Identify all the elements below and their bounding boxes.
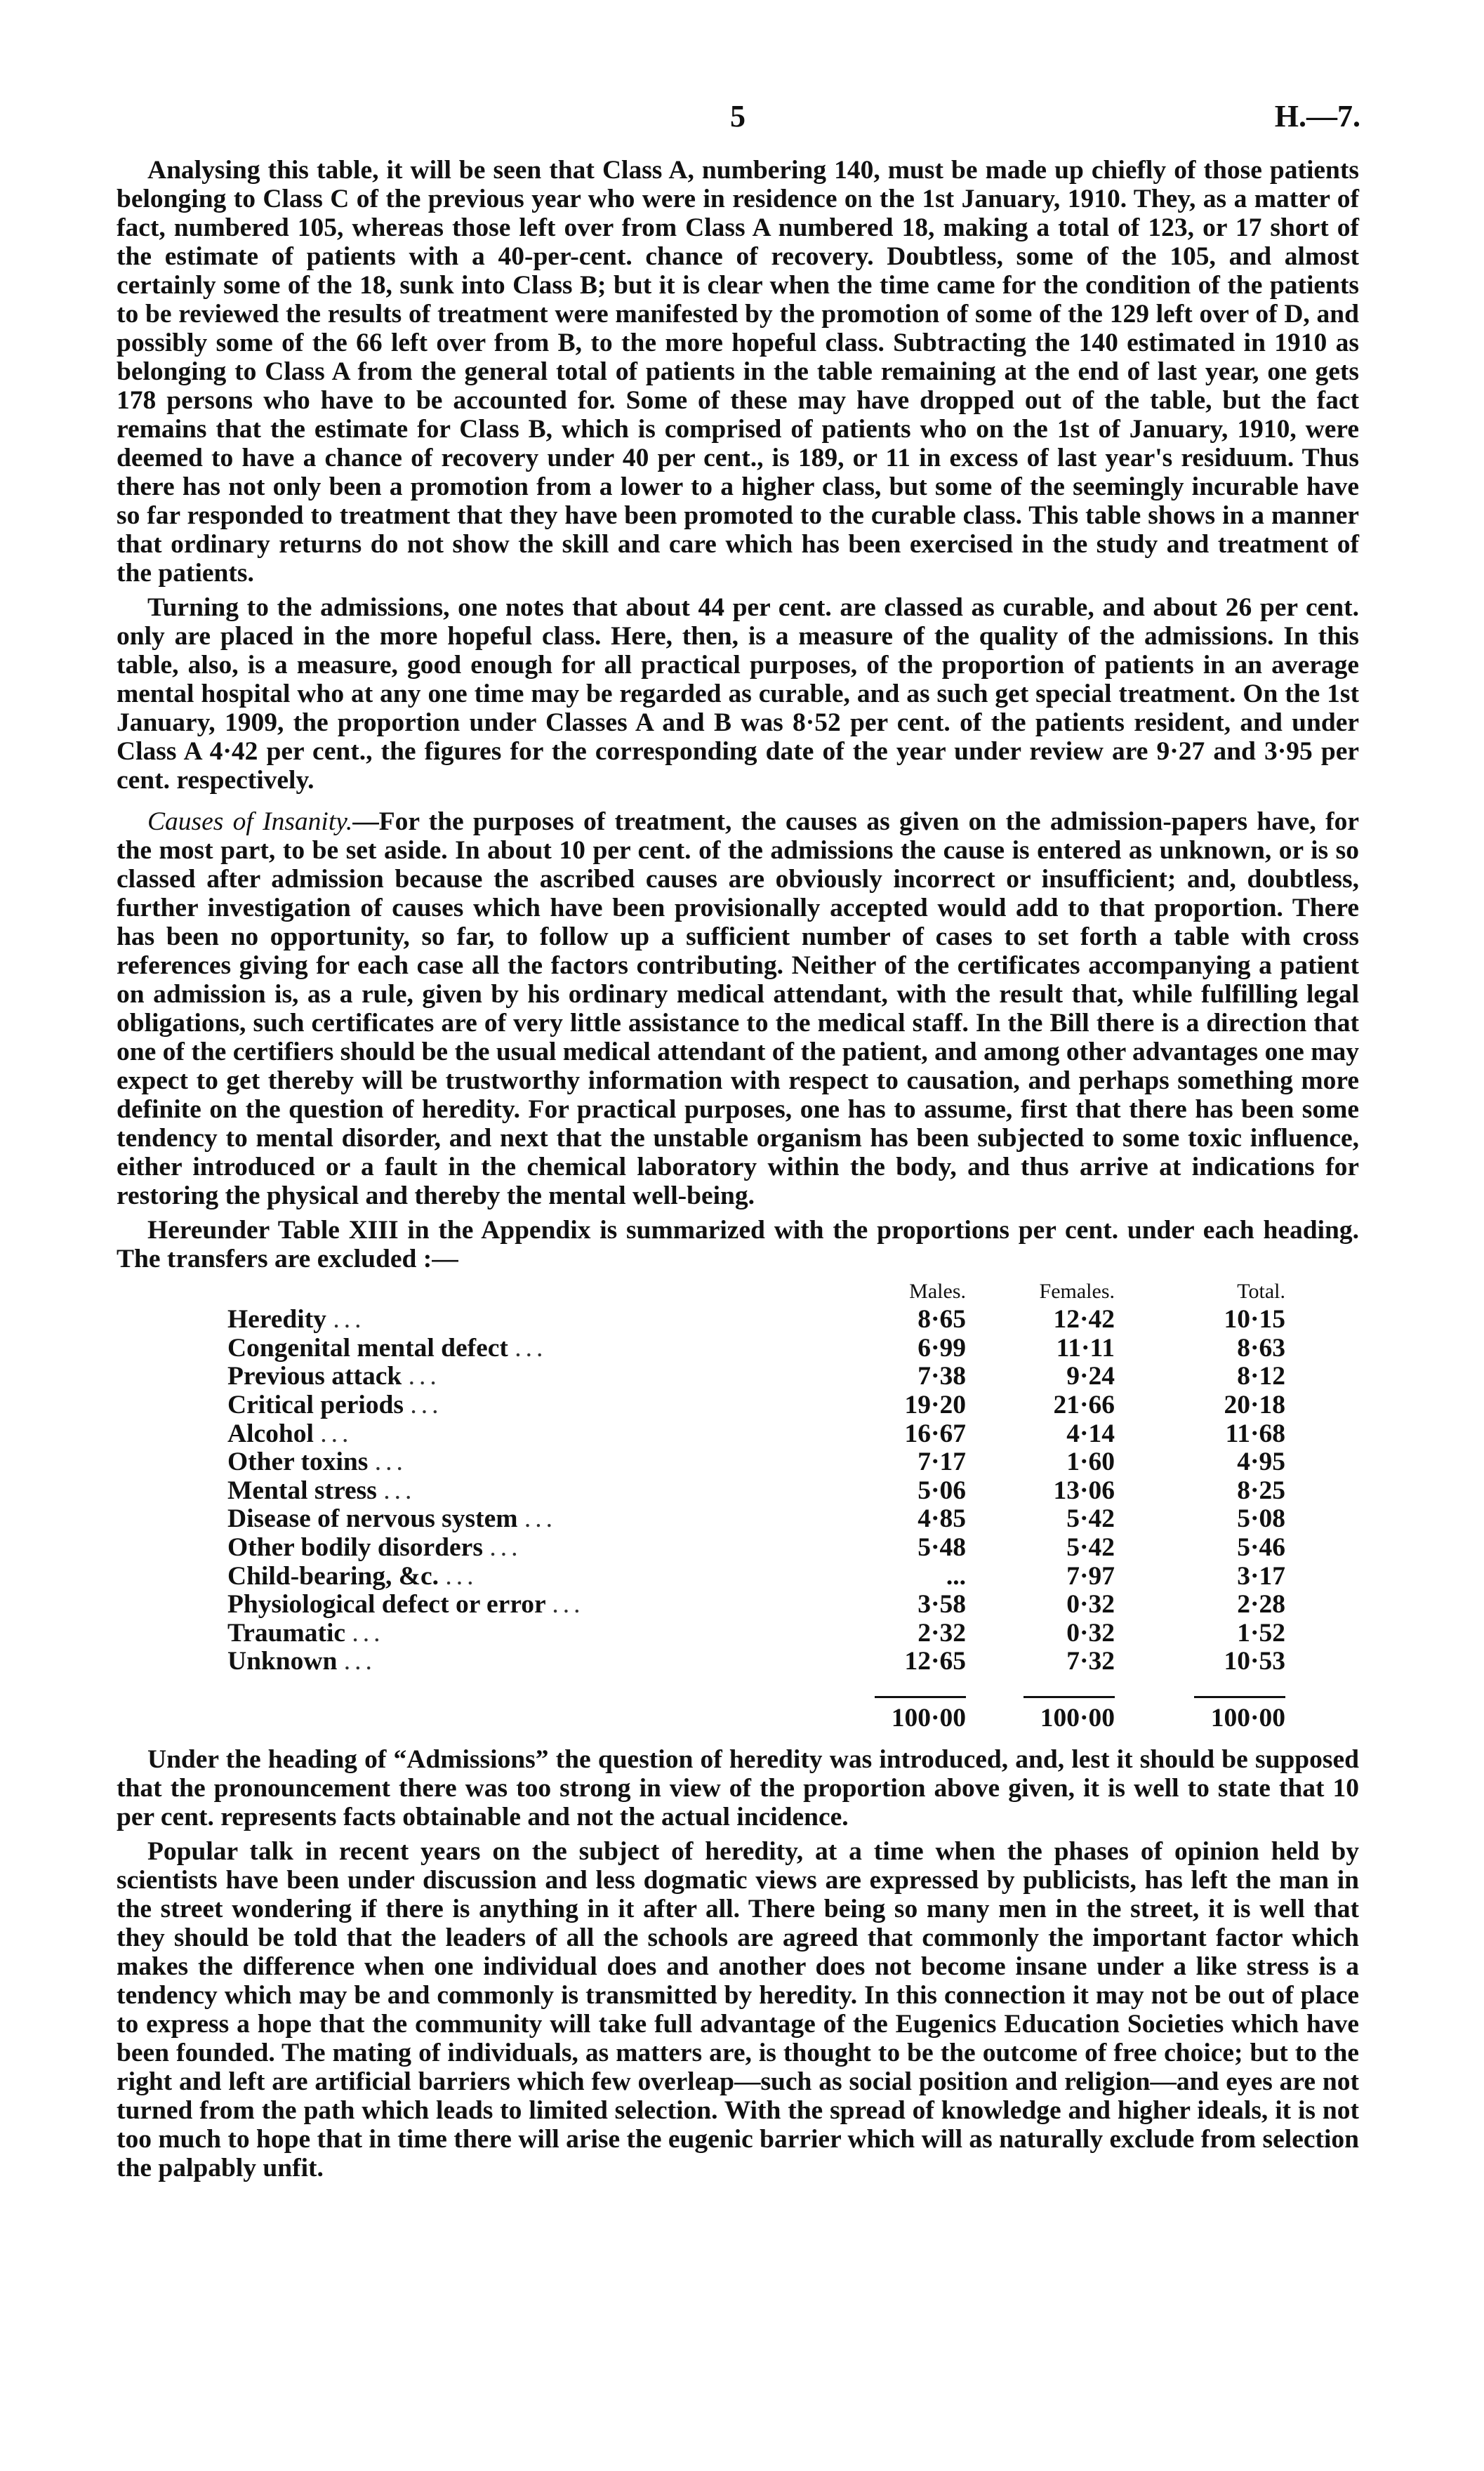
- leader-dots: ...: [489, 1533, 522, 1563]
- leader-dots: ...: [410, 1391, 443, 1420]
- leader-dots: ...: [320, 1419, 353, 1448]
- total-rule-row: [227, 1676, 1285, 1704]
- total-value: 3·17: [1237, 1561, 1285, 1591]
- females-total: 100·00: [1040, 1704, 1115, 1733]
- cause-label: Child-bearing, &c.: [227, 1561, 439, 1591]
- cause-label: Critical periods: [227, 1391, 404, 1420]
- females-value: 0·32: [1066, 1590, 1115, 1619]
- females-value: 11·11: [1056, 1333, 1115, 1363]
- males-value: 16·67: [904, 1419, 966, 1448]
- paragraph-admissions: Turning to the admissions, one notes that about 44 per cent. are classed as curable, and about 26 per cent. only are placed in the more hopeful class. Here, then, is a measure of the quality of the admissions. In this table, also, is a measure, good enough for all practical purposes, of the proportion of patients in an average mental hospital who at any one time may be regarded as curable, and as such get special treatment. On the 1st January, 1909, the proportion under Classes A and B was 8·52 per cent. of the patients resident, and under Class A 4·42 per cent., the figures for the corresponding date of the year under review are 9·27 and 3·95 per cent. respectively.: [117, 593, 1359, 795]
- paragraph-table-intro: Hereunder Table XIII in the Appendix is summarized with the proportions per cent. under each heading. The transfers are excluded :—: [117, 1216, 1359, 1273]
- header-females: Females.: [1039, 1280, 1115, 1303]
- leader-dots: ...: [374, 1448, 407, 1477]
- females-value: 4·14: [1066, 1419, 1115, 1448]
- total-value: 11·68: [1225, 1419, 1285, 1448]
- leader-dots: ...: [552, 1590, 585, 1619]
- total-value: 5·08: [1237, 1504, 1285, 1534]
- females-value: 5·42: [1066, 1533, 1115, 1563]
- causes-heading: Causes of Insanity.: [147, 807, 353, 836]
- causes-table: [227, 1278, 1285, 1733]
- females-value: 7·97: [1066, 1561, 1115, 1591]
- table-header-row: [227, 1278, 1285, 1306]
- total-value: 8·12: [1237, 1362, 1285, 1391]
- males-value: 4·85: [917, 1504, 966, 1534]
- grand-total: 100·00: [1210, 1704, 1285, 1733]
- document-code: H.—7.: [1274, 99, 1360, 133]
- cause-label: Traumatic: [227, 1618, 346, 1648]
- males-value: 7·38: [917, 1362, 966, 1391]
- total-value: 1·52: [1237, 1618, 1285, 1648]
- males-total: 100·00: [891, 1704, 966, 1733]
- cause-label: Congenital mental defect: [227, 1333, 508, 1363]
- females-value: 21·66: [1053, 1391, 1115, 1420]
- cause-label: Other toxins: [227, 1448, 369, 1477]
- males-value: 5·48: [917, 1533, 966, 1563]
- table-row: [227, 1306, 1285, 1334]
- females-value: 9·24: [1066, 1362, 1115, 1391]
- causes-text: —For the purposes of treatment, the causes as given on the admission-papers have, for the most part, to be set aside. In about 10 per cent. of the admissions the cause is entered as unknown, or is so classed after admission because the ascribed causes are obviously incorrect or insufficient; and, doubtless, further investigation of causes which have been provisionally accepted would add to that proportion. There has been no opportunity, so far, to follow up a sufficient number of cases to set forth a table with cross references giving for each case all the factors contributing. Neither of the certificates accompanying a patient on admission is, as a rule, given by his ordinary medical attendant, with the result that, while fulfilling legal obligations, such certificates are of very little assistance to the medical staff. In the Bill there is a direction that one of the certifiers should be the usual medical attendant of the patient, and among other advantages one may expect to get thereby will be trustworthy information with respect to causation, and perhaps something more definite on the question of heredity. For practical purposes, one has to assume, first that there has been some tendency to mental disorder, and next that the unstable organism has been subjected to some toxic influence, either introduced or a fault in the chemical laboratory within the body, and thus arrive at indications for restoring the physical and thereby the mental well-being.: [117, 807, 1359, 1210]
- table-row: [227, 1334, 1285, 1363]
- table-row: [227, 1448, 1285, 1477]
- females-value: 1·60: [1066, 1448, 1115, 1477]
- males-value: 6·99: [917, 1333, 966, 1363]
- cause-label: Heredity: [227, 1305, 326, 1334]
- leader-dots: ...: [352, 1618, 385, 1648]
- total-value: 8·25: [1237, 1476, 1285, 1505]
- table-row: [227, 1391, 1285, 1420]
- leader-dots: ...: [408, 1362, 441, 1391]
- table-row: [227, 1419, 1285, 1448]
- females-value: 7·32: [1066, 1647, 1115, 1676]
- males-value: 12·65: [904, 1647, 966, 1676]
- cause-label: Physiological defect or error: [227, 1590, 546, 1619]
- table-row: [227, 1648, 1285, 1676]
- total-value: 10·53: [1224, 1647, 1285, 1676]
- page-number: 5: [730, 99, 746, 133]
- males-value: 7·17: [917, 1448, 966, 1477]
- total-value: 10·15: [1224, 1305, 1285, 1334]
- table-row: [227, 1591, 1285, 1619]
- females-value: 5·42: [1066, 1504, 1115, 1534]
- paragraph-analysis: Analysing this table, it will be seen that Class A, numbering 140, must be made up chiefly of those patients belonging to Class C of the previous year who were in residence on the 1st January, 1910. They, as a matter of fact, numbered 105, whereas those left over from Class A numbered 18, making a total of 123, or 17 short of the estimate of patients with a 40-per-cent. chance of recovery. Doubtless, some of the 105, and almost certainly some of the 18, sunk into Class B; but it is clear when the time came for the condition of the patients to be reviewed the results of treatment were manifested by the promotion of some of the 129 left over of D, and possibly some of the 66 left over from B, to the more hopeful class. Subtracting the 140 estimated in 1910 as belonging to Class A from the general total of patients in the table remaining at the end of last year, one gets 178 persons who have to be accounted for. Some of these may have dropped out of the table, but the fact remains that the estimate for Class B, which is comprised of patients who on the 1st of January, 1910, were deemed to have a chance of recovery under 40 per cent., is 189, or 11 in excess of last year's residuum. Thus there has not only been a promotion from a lower to a higher class, but some of the seemingly incurable have so far responded to treatment that they have been promoted to the curable class. This table shows in a manner that ordinary returns do not show the skill and care which has been exercised in the study and treatment of the patients.: [117, 156, 1359, 588]
- total-value: 20·18: [1224, 1391, 1285, 1420]
- males-value: 2·32: [917, 1618, 966, 1648]
- leader-dots: ...: [343, 1647, 376, 1676]
- males-value: 19·20: [904, 1391, 966, 1420]
- paragraph-heredity-admissions: Under the heading of “Admissions” the question of heredity was introduced, and, lest it should be supposed that the pronouncement there was too strong in view of the proportion above given, it is well to state that 10 per cent. represents facts obtainable and not the actual incidence.: [117, 1745, 1359, 1832]
- header-males: Males.: [909, 1280, 966, 1303]
- males-value: 5·06: [917, 1476, 966, 1505]
- table-row: [227, 1477, 1285, 1506]
- header-total: Total.: [1237, 1280, 1285, 1303]
- leader-dots: ...: [515, 1333, 548, 1363]
- cause-label: Disease of nervous system: [227, 1504, 518, 1534]
- cause-label: Unknown: [227, 1647, 338, 1676]
- paragraph-popular-talk: Popular talk in recent years on the subject of heredity, at a time when the phases of opinion held by scientists have been under discussion and less dogmatic views are expressed by publicists, has left the man in the street wondering if there is anything in it after all. There being so many men in the street, it is well that they should be told that the leaders of all the schools are agreed that commonly the important factor which makes the difference when one individual does and another does not become insane under a like stress is a tendency which may be and commonly is transmitted by heredity. In this connection it may not be out of place to express a hope that the community will take full advantage of the Eugenics Education Societies which have been founded. The mating of individuals, as matters are, is thought to be the outcome of free choice; but to the right and left are artificial barriers which few overleap—such as social position and religion—and eyes are not turned from the path which leads to limited selection. With the spread of knowledge and higher ideals, it is not too much to hope that in time there will arise the eugenic barrier which will as naturally exclude from selection the palpably unfit.: [117, 1837, 1359, 2183]
- table-row: [227, 1562, 1285, 1591]
- paragraph-causes: [117, 807, 1359, 1210]
- total-value: 5·46: [1237, 1533, 1285, 1563]
- females-value: 13·06: [1053, 1476, 1115, 1505]
- table-row: [227, 1534, 1285, 1563]
- total-value: 8·63: [1237, 1333, 1285, 1363]
- table-row: [227, 1619, 1285, 1648]
- males-value: ...: [946, 1561, 966, 1591]
- table-row: [227, 1363, 1285, 1391]
- rule-line: [1194, 1696, 1285, 1698]
- leader-dots: ...: [333, 1305, 366, 1334]
- total-value: 4·95: [1237, 1448, 1285, 1477]
- leader-dots: ...: [445, 1561, 478, 1591]
- rule-line: [875, 1696, 966, 1698]
- cause-label: Previous attack: [227, 1362, 402, 1391]
- table-row: [227, 1505, 1285, 1534]
- males-value: 3·58: [917, 1590, 966, 1619]
- cause-label: Other bodily disorders: [227, 1533, 483, 1563]
- page-body: [117, 156, 1359, 2182]
- cause-label: Alcohol: [227, 1419, 314, 1448]
- males-value: 8·65: [917, 1305, 966, 1334]
- leader-dots: ...: [383, 1476, 416, 1505]
- cause-label: Mental stress: [227, 1476, 377, 1505]
- leader-dots: ...: [524, 1504, 557, 1534]
- totals-row: [227, 1704, 1285, 1733]
- rule-line: [1023, 1696, 1115, 1698]
- females-value: 12·42: [1053, 1305, 1115, 1334]
- total-value: 2·28: [1237, 1590, 1285, 1619]
- females-value: 0·32: [1066, 1618, 1115, 1648]
